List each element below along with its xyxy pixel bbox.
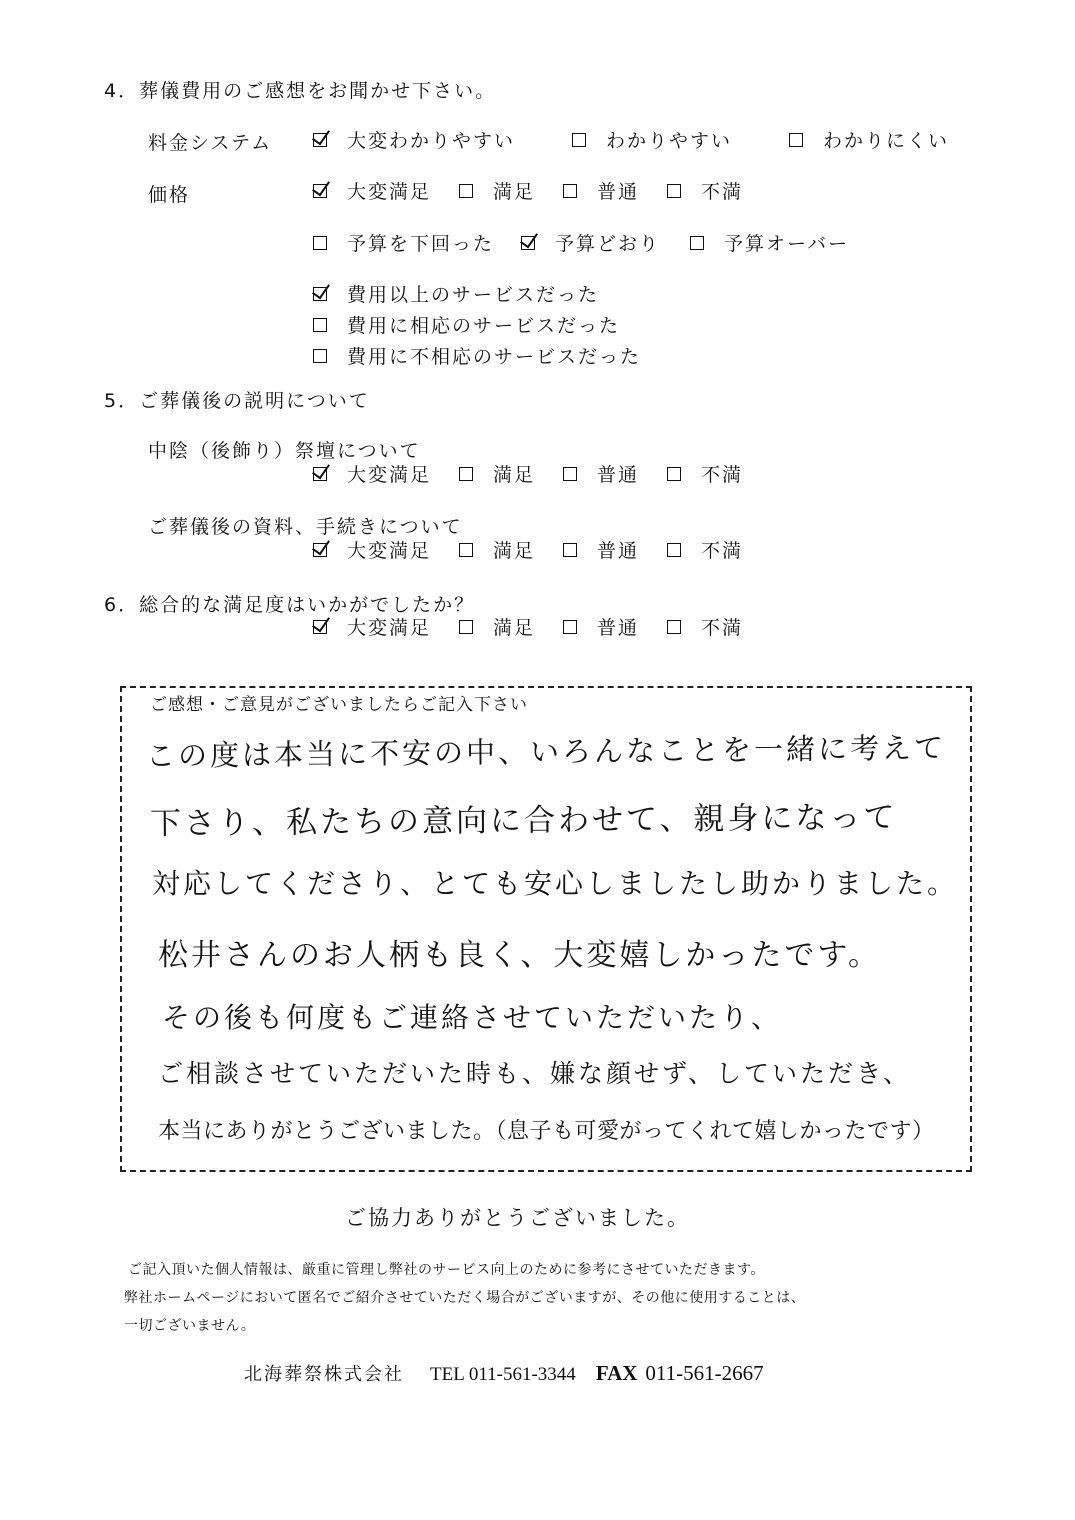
comment-line-2: 下さり、私たちの意向に合わせて、親身になって <box>149 799 898 842</box>
overall-options <box>313 613 743 640</box>
comment-line-6: ご相談させていただいた時も、嫌な顔せず、していただき、 <box>158 1059 912 1088</box>
comment-line-5: その後も何度もご連絡させていただいたり、 <box>162 1001 783 1034</box>
option <box>459 460 535 487</box>
option <box>521 229 660 256</box>
option-label: 不満 <box>701 464 744 486</box>
option-label: 大変わかりやすい <box>347 130 516 152</box>
option <box>563 613 639 640</box>
altar-options <box>313 460 743 487</box>
option <box>313 311 641 338</box>
privacy-line-3: 一切ございません。 <box>124 1318 256 1334</box>
comment-line-1: この度は本当に不安の中、いろんなことを一緒に考えて <box>145 730 947 773</box>
documents-options <box>313 536 743 563</box>
option-label: 普通 <box>597 540 640 562</box>
documents-label: ご葬儀後の資料、手続きについて <box>148 516 463 538</box>
checked-checkbox[interactable] <box>521 236 535 250</box>
checkbox[interactable] <box>563 620 577 634</box>
option <box>459 613 535 640</box>
option <box>313 177 431 204</box>
company-fax-number: 011-561-2667 <box>645 1361 764 1385</box>
option-label: 満足 <box>493 617 536 639</box>
checked-checkbox[interactable] <box>313 287 327 301</box>
option <box>667 460 743 487</box>
checkbox[interactable] <box>563 543 577 557</box>
privacy-line-2: 弊社ホームページにおいて匿名でご紹介させていただく場合がございますが、その他に使用することは、 <box>124 1290 806 1306</box>
pricing-system-options <box>313 126 949 153</box>
question-4-title: 4．葬儀費用のご感想をお聞かせ下さい。 <box>104 80 497 102</box>
comment-line-4: 松井さんのお人柄も良く、大変嬉しかったです。 <box>158 938 881 973</box>
checkbox[interactable] <box>667 184 681 198</box>
option-label: 満足 <box>493 181 536 203</box>
option-label: 不満 <box>701 540 744 562</box>
price-options <box>313 177 743 204</box>
budget-options <box>313 229 849 256</box>
option <box>313 342 641 369</box>
company-fax-label: FAX <box>595 1361 638 1385</box>
checkbox[interactable] <box>459 543 473 557</box>
comment-line-7: 本当にありがとうございました。（息子も可愛がってくれて嬉しかったです） <box>158 1119 935 1144</box>
checkbox[interactable] <box>563 184 577 198</box>
checked-checkbox[interactable] <box>313 620 327 634</box>
option-label: 費用に不相応のサービスだった <box>347 346 642 368</box>
checkbox[interactable] <box>459 620 473 634</box>
option <box>690 229 849 256</box>
option <box>313 126 515 153</box>
option <box>563 460 639 487</box>
option-label: 費用に相応のサービスだった <box>347 315 621 337</box>
option <box>313 536 431 563</box>
checkbox[interactable] <box>459 467 473 481</box>
checkbox[interactable] <box>667 620 681 634</box>
option-label: 大変満足 <box>347 617 432 639</box>
question-6-title: 6．総合的な満足度はいかがでしたか？ <box>104 594 476 616</box>
option-label: 大変満足 <box>347 181 432 203</box>
option-label: 費用以上のサービスだった <box>347 284 600 306</box>
checkbox[interactable] <box>563 467 577 481</box>
company-tel: TEL 011-561-3344 <box>430 1364 576 1385</box>
option <box>313 229 494 256</box>
option-label: 予算を下回った <box>347 233 495 255</box>
option-label: わかりやすい <box>606 130 733 152</box>
company-footer <box>244 1360 764 1386</box>
checkbox[interactable] <box>313 349 327 363</box>
checkbox[interactable] <box>459 184 473 198</box>
option-label: 普通 <box>597 464 640 486</box>
pricing-system-label: 料金システム <box>148 132 273 154</box>
thanks-message: ご協力ありがとうございました。 <box>345 1206 690 1230</box>
option-label: 予算どおり <box>555 233 661 255</box>
altar-label: 中陰（後飾り）祭壇について <box>148 440 421 462</box>
option-label: わかりにくい <box>823 130 950 152</box>
comment-line-3: 対応してくださり、とても安心しましたし助かりました。 <box>152 867 959 900</box>
option-label: 満足 <box>493 464 536 486</box>
question-5-title: 5．ご葬儀後の説明について <box>104 390 370 412</box>
checkbox[interactable] <box>313 236 327 250</box>
option-label: 普通 <box>597 617 640 639</box>
option-label: 満足 <box>493 540 536 562</box>
option <box>459 536 535 563</box>
option <box>313 280 641 307</box>
checked-checkbox[interactable] <box>313 543 327 557</box>
checkbox[interactable] <box>667 467 681 481</box>
privacy-line-1: ご記入頂いた個人情報は、厳重に管理し弊社のサービス向上のために参考にさせていただきます。 <box>128 1262 765 1278</box>
option <box>667 613 743 640</box>
checkbox[interactable] <box>572 133 586 147</box>
option <box>789 126 949 153</box>
service-options <box>313 280 641 369</box>
checked-checkbox[interactable] <box>313 467 327 481</box>
comment-heading: ご感想・ご意見がございましたらご記入下さい <box>150 695 528 715</box>
price-label: 価格 <box>148 184 191 206</box>
option <box>313 460 431 487</box>
option <box>572 126 732 153</box>
checked-checkbox[interactable] <box>313 184 327 198</box>
checkbox[interactable] <box>690 236 704 250</box>
option <box>563 536 639 563</box>
option-label: 不満 <box>701 181 744 203</box>
option <box>667 177 743 204</box>
option <box>667 536 743 563</box>
company-name: 北海葬祭株式会社 <box>244 1364 404 1385</box>
option-label: 予算オーバー <box>724 233 850 255</box>
checkbox[interactable] <box>789 133 803 147</box>
option-label: 大変満足 <box>347 540 432 562</box>
checkbox[interactable] <box>667 543 681 557</box>
option <box>459 177 535 204</box>
option-label: 普通 <box>597 181 640 203</box>
checked-checkbox[interactable] <box>313 133 327 147</box>
option <box>563 177 639 204</box>
option-label: 不満 <box>701 617 744 639</box>
option <box>313 613 431 640</box>
checkbox[interactable] <box>313 318 327 332</box>
option-label: 大変満足 <box>347 464 432 486</box>
